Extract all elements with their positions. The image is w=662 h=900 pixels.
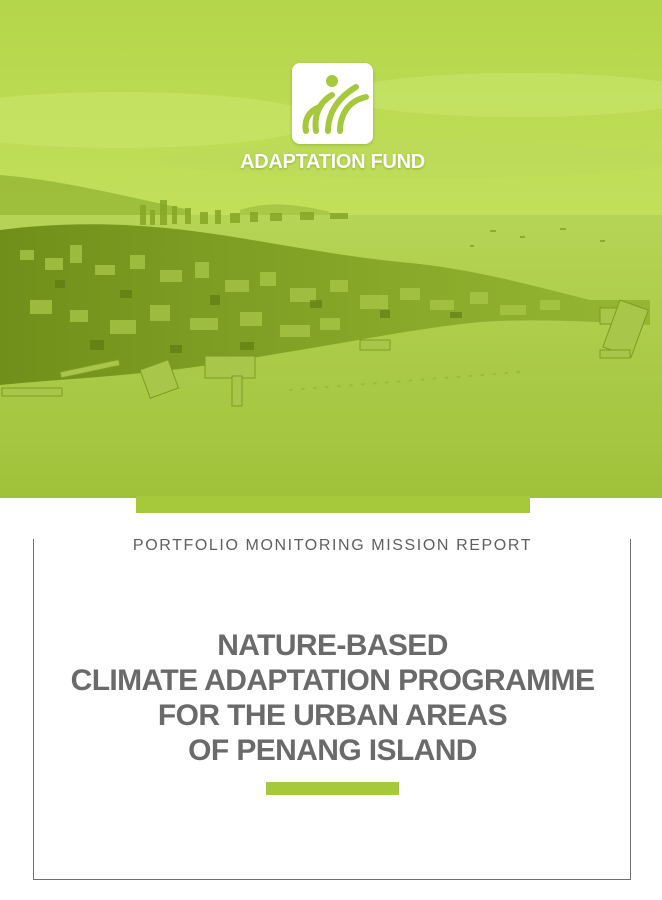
title-underline-bar <box>266 782 399 795</box>
title-line: FOR THE URBAN AREAS <box>157 699 508 732</box>
title-line: OF PENANG ISLAND <box>188 734 477 767</box>
title-line: CLIMATE ADAPTATION PROGRAMME <box>70 664 595 697</box>
brand-name: ADAPTATION FUND <box>240 151 425 173</box>
accent-strip <box>136 496 530 513</box>
fountain-sprout-icon <box>292 63 373 144</box>
adaptation-fund-logo <box>292 63 373 144</box>
title-line: NATURE-BASED <box>217 629 448 662</box>
report-type-label: PORTFOLIO MONITORING MISSION REPORT <box>80 535 585 557</box>
report-title <box>40 628 625 768</box>
